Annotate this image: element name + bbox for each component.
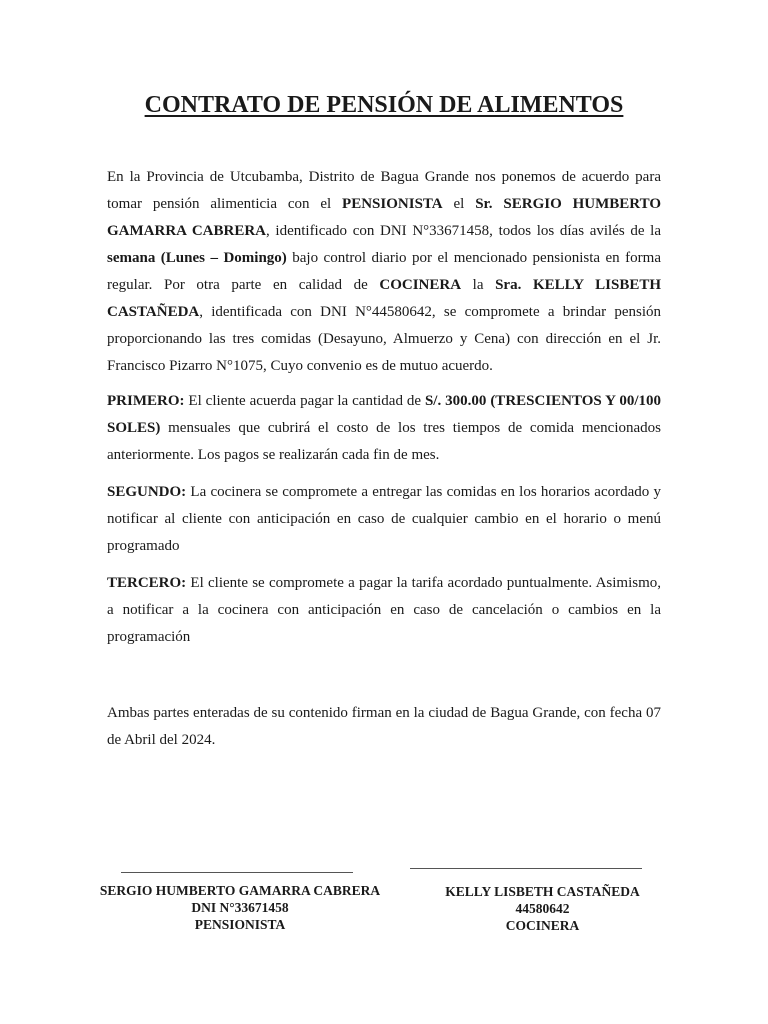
bold-text: PRIMERO: — [107, 393, 185, 409]
bold-text: COCINERA — [379, 277, 462, 293]
bold-text: S/. 300.00 (TRESCIENTOS Y 00/100 SOLES) — [107, 393, 661, 436]
signature-block-cocinera — [420, 883, 665, 934]
signer-role: PENSIONISTA — [194, 917, 286, 932]
bold-text: Sra. KELLY LISBETH CASTAÑEDA — [107, 277, 661, 320]
bold-text: PENSIONISTA — [342, 196, 443, 212]
bold-text: Sr. SERGIO HUMBERTO GAMARRA CABRERA — [107, 196, 661, 239]
bold-text: semana (Lunes – Domingo) — [107, 250, 287, 266]
signer-role: COCINERA — [505, 918, 580, 933]
bold-text: TERCERO: — [107, 575, 187, 591]
clause-primero: PRIMERO: El cliente acuerda pagar la cantidad de S/. 300.00 (TRESCIENTOS Y 00/100 SOLES) mensuales que cubrirá el costo de los tres tiempos de comida mencionados anteriormente. Los pagos se realizarán cada fin de mes. — [107, 393, 661, 463]
signer-name: SERGIO HUMBERTO GAMARRA CABRERA — [99, 883, 381, 898]
signer-dni: DNI N°33671458 — [191, 900, 289, 915]
signer-name: KELLY LISBETH CASTAÑEDA — [445, 884, 640, 899]
document-title: CONTRATO DE PENSIÓN DE ALIMENTOS — [144, 92, 624, 118]
signer-dni: 44580642 — [515, 901, 570, 916]
clause-segundo: SEGUNDO: La cocinera se compromete a entregar las comidas en los horarios acordado y notificar al cliente con anticipación en caso de cualquier cambio en el horario o menú programado — [107, 484, 661, 554]
signature-block-pensionista — [80, 882, 400, 933]
bold-text: SEGUNDO: — [107, 484, 187, 500]
signature-line-pensionista — [121, 872, 353, 873]
closing-paragraph: Ambas partes enteradas de su contenido firman en la ciudad de Bagua Grande, con fecha 07 de Abril del 2024. — [107, 705, 661, 748]
intro-paragraph: En la Provincia de Utcubamba, Distrito de Bagua Grande nos ponemos de acuerdo para tomar pensión alimenticia con el PENSIONISTA el Sr. SERGIO HUMBERTO GAMARRA CABRERA, identificado con DNI N°33671458, todos los días avilés de la semana (Lunes – Domingo) bajo control diario por el mencionado pensionista en forma regular. Por otra parte en calidad de COCINERA la Sra. KELLY LISBETH CASTAÑEDA, identificada con DNI N°44580642, se compromete a brindar pensión proporcionando las tres comidas (Desayuno, Almuerzo y Cena) con dirección en el Jr. Francisco Pizarro N°1075, Cuyo convenio es de mutuo acuerdo. — [107, 169, 661, 374]
clause-tercero: TERCERO: El cliente se compromete a pagar la tarifa acordado puntualmente. Asimismo, a notificar a la cocinera con anticipación en caso de cancelación o cambios en la programación — [107, 575, 661, 645]
signature-line-cocinera — [410, 868, 642, 869]
